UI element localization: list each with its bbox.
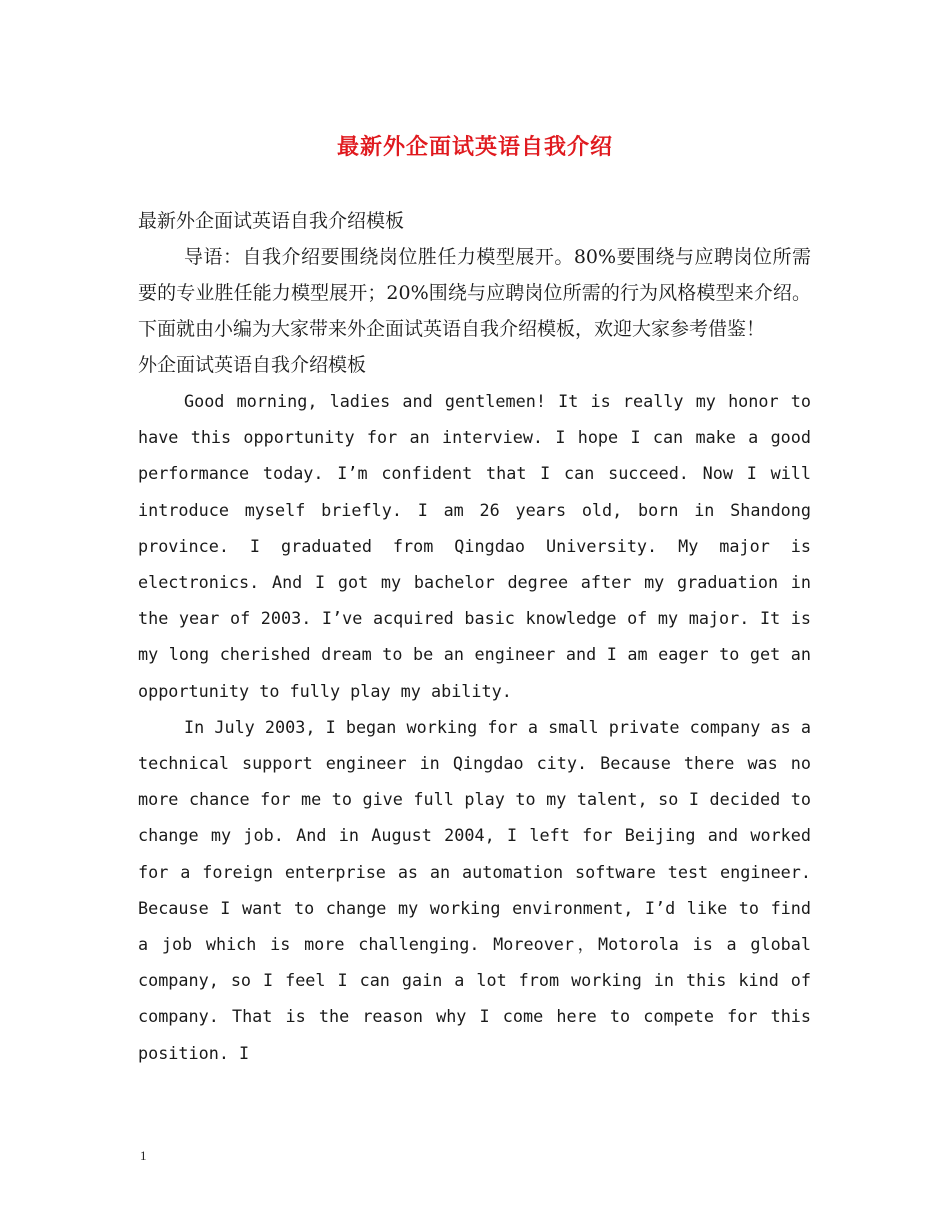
body-paragraph: In July 2003, I began working for a small private company as a technical support engineer in Qingdao city. Because there was no more chance for me to give full play to my talent, so I decided to change my job. And in August 2004, I left for Beijing and worked for a foreign enterprise as an automation software test engineer. Because I want to change my working environment, I’d like to find a job which is more challenging. Moreover，Motorola is a global company, so I feel I can gain a lot from working in this kind of company. That is the reason why I come here to compete for this position. I (138, 716, 811, 1063)
document-body (138, 203, 811, 1071)
body-paragraph: Good morning, ladies and gentlemen! It is really my honor to have this opportunity for an interview. I hope I can make a good performance today. I’m confident that I can succeed. Now I will introduce myself briefly. I am 26 years old, born in Shandong province. I graduated from Qingdao University. My major is electronics. And I got my bachelor degree after my graduation in the year of 2003. I’ve acquired basic knowledge of my major. It is my long cherished dream to be an engineer and I am eager to get an opportunity to fully play my ability. (138, 391, 811, 701)
section-heading: 最新外企面试英语自我介绍模板 (138, 210, 405, 232)
intro-paragraph: 导语：自我介绍要围绕岗位胜任力模型展开。80%要围绕与应聘岗位所需要的专业胜任能力模型展开；20%围绕与应聘岗位所需的行为风格模型来介绍。下面就由小编为大家带来外企面试英语自我介绍模板，欢迎大家参考借鉴！ (138, 246, 811, 340)
document-title: 最新外企面试英语自我介绍 (336, 134, 613, 160)
page-number: 1 (140, 1148, 147, 1163)
section-heading: 外企面试英语自我介绍模板 (138, 354, 367, 376)
